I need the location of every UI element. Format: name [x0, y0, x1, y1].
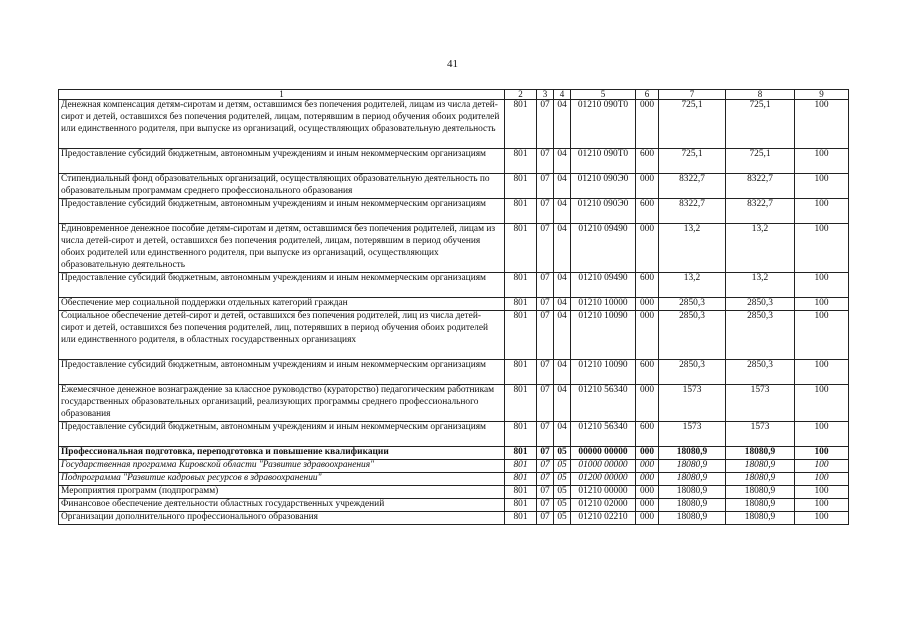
table-row [59, 422, 849, 447]
ved-code-cell: 801 [505, 224, 537, 273]
subsection-cell: 04 [554, 385, 571, 422]
expense-type-cell: 000 [636, 298, 659, 311]
table-row [59, 447, 849, 460]
col-header-5: 5 [571, 90, 636, 100]
percent-cell: 100 [795, 447, 849, 460]
table-row [59, 298, 849, 311]
percent-cell: 100 [795, 360, 849, 385]
subsection-cell: 04 [554, 298, 571, 311]
percent-cell: 100 [795, 199, 849, 224]
row-name-cell: Ежемесячное денежное вознаграждение за классное руководство (кураторство) педагогическим работникам государственных образовательных организаций, реализующих программы среднего профессионального образования [59, 385, 505, 422]
ved-code-cell: 801 [505, 447, 537, 460]
planned-amount-cell: 2850,3 [659, 360, 726, 385]
table-row [59, 149, 849, 174]
subsection-cell: 04 [554, 100, 571, 149]
table-row [59, 385, 849, 422]
ved-code-cell: 801 [505, 199, 537, 224]
subsection-cell: 04 [554, 224, 571, 273]
col-header-9: 9 [795, 90, 849, 100]
row-name-cell: Стипендиальный фонд образовательных организаций, осуществляющих образовательную деятельность по образовательным программам среднего профессионального образования [59, 174, 505, 199]
actual-amount-cell: 1573 [726, 422, 795, 447]
actual-amount-cell: 18080,9 [726, 499, 795, 512]
table-body [59, 100, 849, 525]
expense-type-cell: 600 [636, 199, 659, 224]
target-article-cell: 01210 56340 [571, 422, 636, 447]
actual-amount-cell: 2850,3 [726, 298, 795, 311]
target-article-cell: 01210 56340 [571, 385, 636, 422]
row-name-cell: Предоставление субсидий бюджетным, автономным учреждениям и иным некоммерческим организациям [59, 149, 505, 174]
subsection-cell: 05 [554, 447, 571, 460]
planned-amount-cell: 725,1 [659, 100, 726, 149]
actual-amount-cell: 8322,7 [726, 174, 795, 199]
row-name-cell: Организации дополнительного профессионального образования [59, 512, 505, 525]
ved-code-cell: 801 [505, 512, 537, 525]
ved-code-cell: 801 [505, 422, 537, 447]
percent-cell: 100 [795, 512, 849, 525]
subsection-cell: 05 [554, 486, 571, 499]
actual-amount-cell: 2850,3 [726, 311, 795, 360]
actual-amount-cell: 18080,9 [726, 486, 795, 499]
planned-amount-cell: 8322,7 [659, 174, 726, 199]
section-cell: 07 [537, 100, 554, 149]
planned-amount-cell: 18080,9 [659, 499, 726, 512]
row-name-cell: Предоставление субсидий бюджетным, автономным учреждениям и иным некоммерческим организациям [59, 273, 505, 298]
percent-cell: 100 [795, 298, 849, 311]
budget-table [58, 89, 849, 525]
ved-code-cell: 801 [505, 473, 537, 486]
row-name-cell: Государственная программа Кировской области "Развитие здравоохранения" [59, 460, 505, 473]
planned-amount-cell: 13,2 [659, 273, 726, 298]
table-row [59, 512, 849, 525]
table-row [59, 460, 849, 473]
table-row [59, 360, 849, 385]
section-cell: 07 [537, 224, 554, 273]
percent-cell: 100 [795, 224, 849, 273]
ved-code-cell: 801 [505, 149, 537, 174]
row-name-cell: Единовременное денежное пособие детям-сиротам и детям, оставшимся без попечения родителей, лицам из числа детей-сирот и детей, оставшихся без попечения родителей, лицам, потерявшим в период обучения обоих родителей или единственного родителя, при выпуске из организаций, осуществляющих образовательную деятельность [59, 224, 505, 273]
table-row [59, 273, 849, 298]
percent-cell: 100 [795, 100, 849, 149]
subsection-cell: 05 [554, 473, 571, 486]
subsection-cell: 04 [554, 360, 571, 385]
planned-amount-cell: 2850,3 [659, 298, 726, 311]
planned-amount-cell: 18080,9 [659, 512, 726, 525]
section-cell: 07 [537, 360, 554, 385]
col-header-6: 6 [636, 90, 659, 100]
table-row [59, 311, 849, 360]
ved-code-cell: 801 [505, 174, 537, 199]
ved-code-cell: 801 [505, 385, 537, 422]
expense-type-cell: 000 [636, 224, 659, 273]
table-row [59, 486, 849, 499]
ved-code-cell: 801 [505, 311, 537, 360]
actual-amount-cell: 2850,3 [726, 360, 795, 385]
expense-type-cell: 600 [636, 360, 659, 385]
expense-type-cell: 000 [636, 512, 659, 525]
percent-cell: 100 [795, 174, 849, 199]
expense-type-cell: 000 [636, 385, 659, 422]
expense-type-cell: 000 [636, 486, 659, 499]
section-cell: 07 [537, 298, 554, 311]
planned-amount-cell: 8322,7 [659, 199, 726, 224]
subsection-cell: 05 [554, 512, 571, 525]
target-article-cell: 01210 090Э0 [571, 199, 636, 224]
target-article-cell: 01210 090Т0 [571, 149, 636, 174]
table-row [59, 199, 849, 224]
percent-cell: 100 [795, 273, 849, 298]
subsection-cell: 04 [554, 311, 571, 360]
target-article-cell: 00000 00000 [571, 447, 636, 460]
section-cell: 07 [537, 174, 554, 199]
row-name-cell: Денежная компенсация детям-сиротам и детям, оставшимся без попечения родителей, лицам из числа детей-сирот и детей, оставшихся без попечения родителей, лицам, потерявшим в период обучения обоих родителей или единственного родителя, при выпуске из организаций, осуществляющих образовательную деятельность [59, 100, 505, 149]
ved-code-cell: 801 [505, 486, 537, 499]
actual-amount-cell: 18080,9 [726, 512, 795, 525]
section-cell: 07 [537, 311, 554, 360]
actual-amount-cell: 725,1 [726, 149, 795, 174]
actual-amount-cell: 18080,9 [726, 473, 795, 486]
target-article-cell: 01210 090Э0 [571, 174, 636, 199]
ved-code-cell: 801 [505, 298, 537, 311]
row-name-cell: Предоставление субсидий бюджетным, автономным учреждениям и иным некоммерческим организациям [59, 422, 505, 447]
target-article-cell: 01210 090Т0 [571, 100, 636, 149]
section-cell: 07 [537, 273, 554, 298]
actual-amount-cell: 8322,7 [726, 199, 795, 224]
planned-amount-cell: 2850,3 [659, 311, 726, 360]
ved-code-cell: 801 [505, 499, 537, 512]
subsection-cell: 04 [554, 149, 571, 174]
col-header-4: 4 [554, 90, 571, 100]
header-row [59, 90, 849, 100]
expense-type-cell: 000 [636, 473, 659, 486]
actual-amount-cell: 1573 [726, 385, 795, 422]
ved-code-cell: 801 [505, 460, 537, 473]
section-cell: 07 [537, 473, 554, 486]
section-cell: 07 [537, 486, 554, 499]
target-article-cell: 01210 00000 [571, 486, 636, 499]
col-header-1: 1 [59, 90, 505, 100]
row-name-cell: Обеспечение мер социальной поддержки отдельных категорий граждан [59, 298, 505, 311]
planned-amount-cell: 18080,9 [659, 447, 726, 460]
section-cell: 07 [537, 447, 554, 460]
subsection-cell: 04 [554, 273, 571, 298]
planned-amount-cell: 13,2 [659, 224, 726, 273]
planned-amount-cell: 1573 [659, 422, 726, 447]
section-cell: 07 [537, 422, 554, 447]
row-name-cell: Социальное обеспечение детей-сирот и детей, оставшихся без попечения родителей, лиц из числа детей-сирот и детей, оставшихся без попечения родителей, лиц, потерявших в период обучения обоих родителей или единственного родителя, в областных государственных организациях [59, 311, 505, 360]
section-cell: 07 [537, 512, 554, 525]
col-header-2: 2 [505, 90, 537, 100]
section-cell: 07 [537, 199, 554, 224]
row-name-cell: Мероприятия программ (подпрограмм) [59, 486, 505, 499]
row-name-cell: Предоставление субсидий бюджетным, автономным учреждениям и иным некоммерческим организациям [59, 360, 505, 385]
col-header-8: 8 [726, 90, 795, 100]
percent-cell: 100 [795, 149, 849, 174]
section-cell: 07 [537, 499, 554, 512]
row-name-cell: Финансовое обеспечение деятельности областных государственных учреждений [59, 499, 505, 512]
planned-amount-cell: 1573 [659, 385, 726, 422]
page-number: 41 [447, 58, 458, 70]
ved-code-cell: 801 [505, 273, 537, 298]
expense-type-cell: 000 [636, 460, 659, 473]
planned-amount-cell: 18080,9 [659, 460, 726, 473]
section-cell: 07 [537, 385, 554, 422]
table-row [59, 100, 849, 149]
target-article-cell: 01000 00000 [571, 460, 636, 473]
planned-amount-cell: 18080,9 [659, 473, 726, 486]
target-article-cell: 01210 10000 [571, 298, 636, 311]
actual-amount-cell: 13,2 [726, 273, 795, 298]
percent-cell: 100 [795, 385, 849, 422]
actual-amount-cell: 13,2 [726, 224, 795, 273]
table-row [59, 174, 849, 199]
percent-cell: 100 [795, 499, 849, 512]
subsection-cell: 04 [554, 174, 571, 199]
target-article-cell: 01200 00000 [571, 473, 636, 486]
expense-type-cell: 600 [636, 273, 659, 298]
row-name-cell: Подпрограмма "Развитие кадровых ресурсов в здравоохранении" [59, 473, 505, 486]
target-article-cell: 01210 10090 [571, 311, 636, 360]
table-row [59, 473, 849, 486]
expense-type-cell: 000 [636, 499, 659, 512]
expense-type-cell: 000 [636, 174, 659, 199]
expense-type-cell: 600 [636, 149, 659, 174]
expense-type-cell: 000 [636, 100, 659, 149]
table-row [59, 499, 849, 512]
expense-type-cell: 000 [636, 447, 659, 460]
percent-cell: 100 [795, 460, 849, 473]
ved-code-cell: 801 [505, 100, 537, 149]
col-header-7: 7 [659, 90, 726, 100]
section-cell: 07 [537, 149, 554, 174]
target-article-cell: 01210 02210 [571, 512, 636, 525]
row-name-cell: Профессиональная подготовка, переподготовка и повышение квалификации [59, 447, 505, 460]
row-name-cell: Предоставление субсидий бюджетным, автономным учреждениям и иным некоммерческим организациям [59, 199, 505, 224]
actual-amount-cell: 18080,9 [726, 460, 795, 473]
table-row [59, 224, 849, 273]
percent-cell: 100 [795, 486, 849, 499]
percent-cell: 100 [795, 422, 849, 447]
expense-type-cell: 600 [636, 422, 659, 447]
subsection-cell: 05 [554, 499, 571, 512]
actual-amount-cell: 725,1 [726, 100, 795, 149]
subsection-cell: 05 [554, 460, 571, 473]
subsection-cell: 04 [554, 199, 571, 224]
actual-amount-cell: 18080,9 [726, 447, 795, 460]
percent-cell: 100 [795, 473, 849, 486]
ved-code-cell: 801 [505, 360, 537, 385]
target-article-cell: 01210 09490 [571, 224, 636, 273]
planned-amount-cell: 725,1 [659, 149, 726, 174]
col-header-3: 3 [537, 90, 554, 100]
target-article-cell: 01210 10090 [571, 360, 636, 385]
percent-cell: 100 [795, 311, 849, 360]
section-cell: 07 [537, 460, 554, 473]
expense-type-cell: 000 [636, 311, 659, 360]
target-article-cell: 01210 09490 [571, 273, 636, 298]
subsection-cell: 04 [554, 422, 571, 447]
target-article-cell: 01210 02000 [571, 499, 636, 512]
planned-amount-cell: 18080,9 [659, 486, 726, 499]
